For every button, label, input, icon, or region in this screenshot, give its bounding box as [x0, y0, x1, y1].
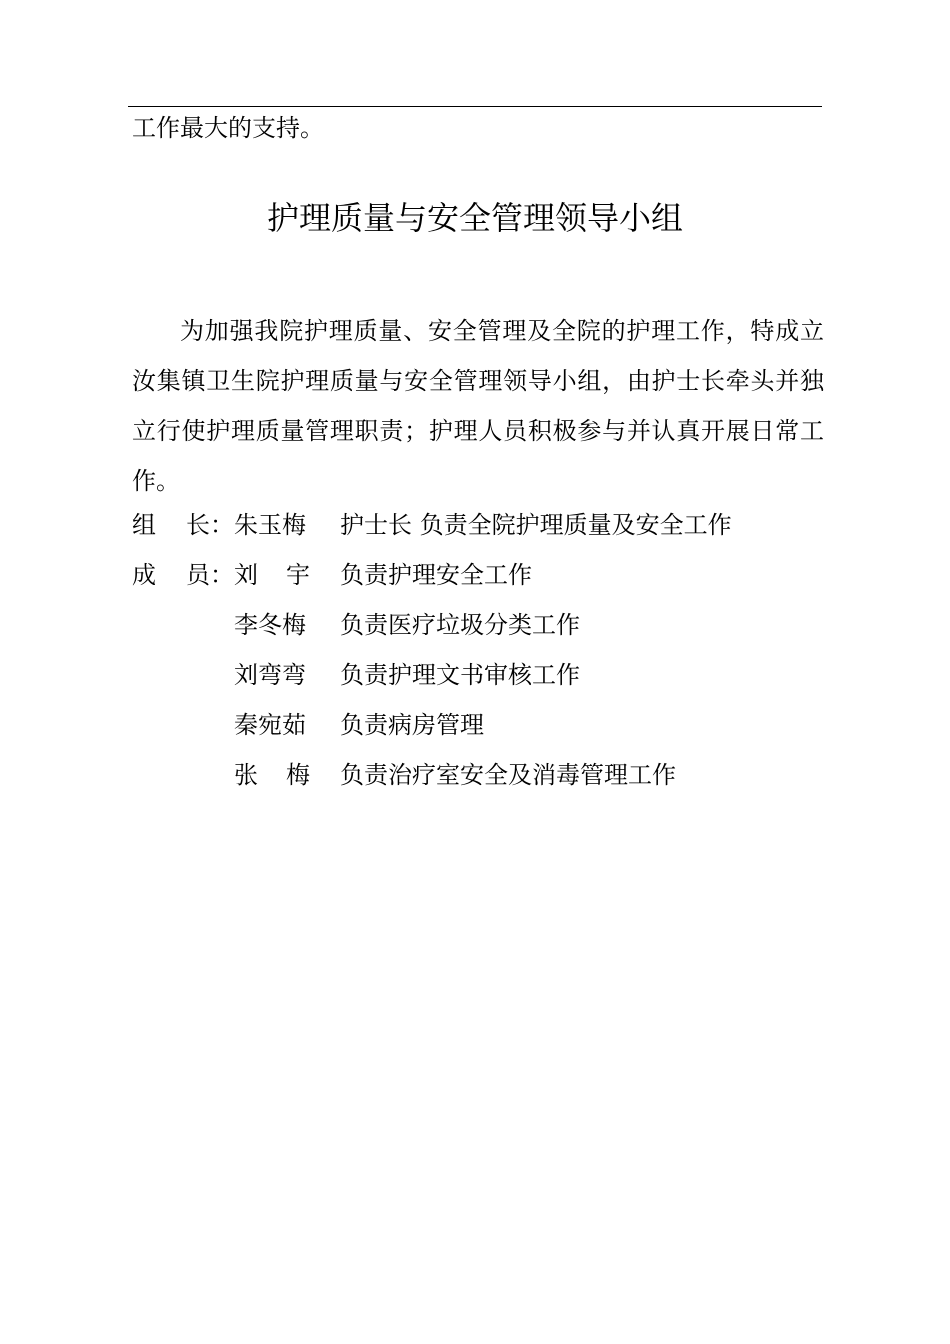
roster-row-member — [132, 704, 832, 754]
roster — [132, 504, 832, 804]
member-name: 李冬梅 — [234, 611, 306, 639]
member-name: 秦宛茹 — [234, 711, 306, 739]
member-name-first-char: 张 — [234, 761, 258, 789]
roster-row-leader — [132, 504, 832, 554]
member-name-second-char: 宇 — [286, 561, 310, 589]
leader-duty: 护士长 负责全院护理质量及安全工作 — [340, 511, 732, 539]
continuation-text: 工作最大的支持。 — [132, 114, 324, 142]
member-name-second-char: 梅 — [286, 761, 310, 789]
roster-row-member — [132, 654, 832, 704]
roster-row-member — [132, 754, 832, 804]
role-label-second-char: 长： — [186, 511, 234, 539]
member-duty: 负责病房管理 — [340, 711, 484, 739]
member-duty: 负责医疗垃圾分类工作 — [340, 611, 580, 639]
member-duty: 负责治疗室安全及消毒管理工作 — [340, 761, 676, 789]
member-name: 刘弯弯 — [234, 661, 306, 689]
intro-paragraph: 为加强我院护理质量、安全管理及全院的护理工作，特成立汝集镇卫生院护理质量与安全管理领导小组，由护士长牵头并独立行使护理质量管理职责；护理人员积极参与并认真开展日常工作。 — [132, 317, 824, 495]
member-name-first-char: 刘 — [234, 561, 258, 589]
members-label-first-char: 成 — [132, 561, 156, 589]
roster-row-member — [132, 554, 832, 604]
members-label-second-char: 员： — [186, 561, 234, 589]
member-duty: 负责护理安全工作 — [340, 561, 532, 589]
member-duty: 负责护理文书审核工作 — [340, 661, 580, 689]
leader-name: 朱玉梅 — [234, 511, 306, 539]
role-label-first-char: 组 — [132, 511, 156, 539]
roster-row-member — [132, 604, 832, 654]
document-title: 护理质量与安全管理领导小组 — [266, 199, 683, 237]
header-rule — [128, 106, 822, 107]
